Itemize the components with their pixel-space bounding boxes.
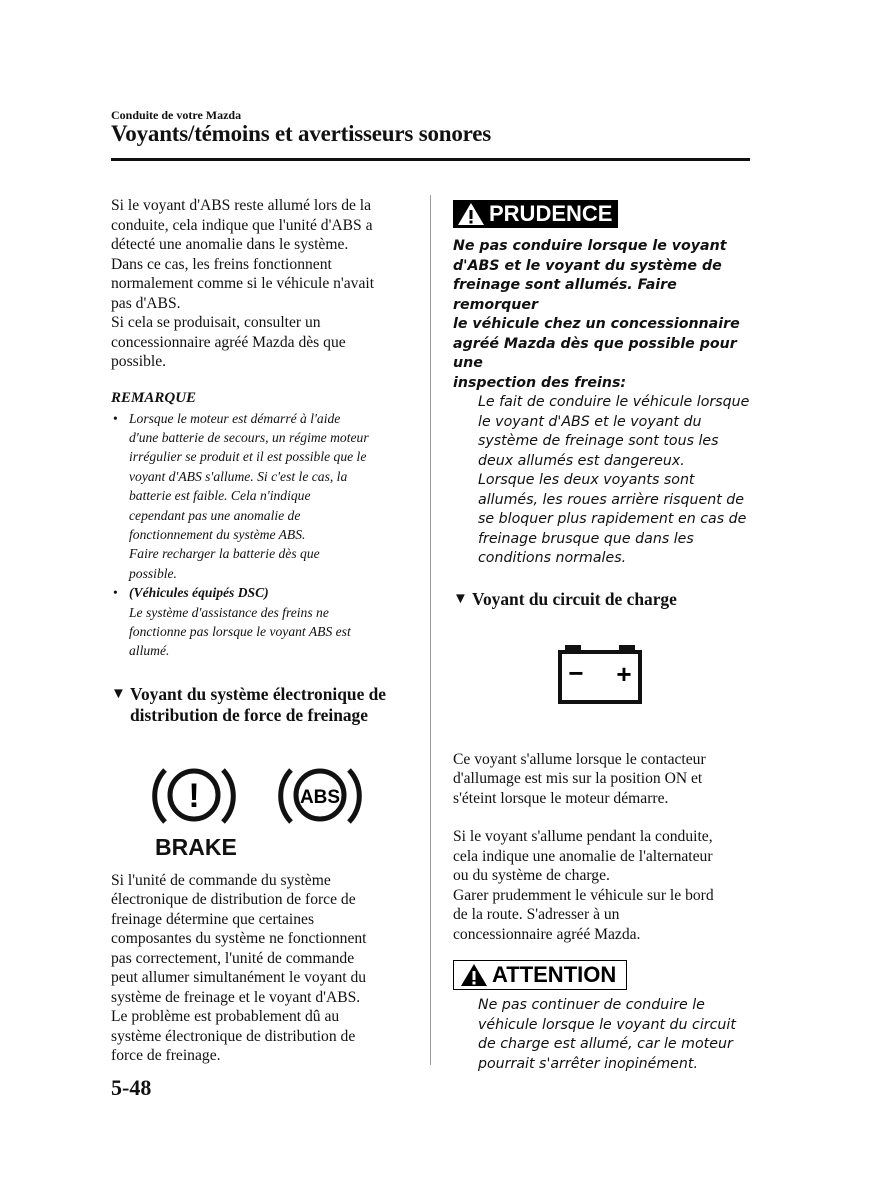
charge-paragraph-1: Ce voyant s'allume lorsque le contacteur d'allumage est mis sur la position ON et s'éteint lorsque le moteur démarre. [453, 750, 706, 807]
charge-paragraph-2: Si le voyant s'allume pendant la conduite, cela indique une anomalie de l'alternateur ou du système de charge. Garer prudemment le véhicule sur le bord de la route. S'adresser à un concessionnaire agréé Mazda. [453, 828, 714, 943]
prudence-label: PRUDENCE [489, 201, 613, 226]
attention-text: Ne pas continuer de conduire le véhicule lorsque le voyant du circuit de charge est allumé, car le moteur pourrait s'arrêter inopinément. [478, 997, 736, 1072]
brake-label: BRAKE [155, 833, 237, 860]
subhead-charge: ▼ Voyant du circuit de charge [453, 588, 677, 609]
remarque-notes [111, 409, 411, 661]
note-title: (Véhicules équipés DSC) [129, 585, 269, 601]
svg-text:−: − [568, 657, 584, 688]
subhead-ebd: ▼ Voyant du système électronique de distribution de force de freinage [111, 683, 387, 725]
prudence-text [453, 237, 753, 569]
svg-text:ABS: ABS [299, 786, 341, 808]
ebd-body-paragraph: Si l'unité de commande du système électronique de distribution de force de freinage détermine que certaines composantes du système ne fonctionnent pas correctement, l'unité de commande peut allumer simultanément le voyant du système de freinage et le voyant d'ABS. Le problème est probablement dû au système électronique de distribution de force de freinage. [111, 871, 367, 1065]
note-item: • (Véhicules équipés DSC) Le système d'assistance des freins ne fonctionne pas lorsque le voyant ABS est allumé. [113, 585, 351, 659]
warning-lights-row [111, 746, 411, 866]
triangle-down-icon: ▼ [453, 590, 468, 607]
left-column [111, 196, 411, 1066]
page-number: 5-48 [111, 1075, 152, 1100]
note-text: Lorsque le moteur est démarré à l'aide d'une batterie de secours, un régime moteur irrégulier se produit et il est possible que le voyant d'ABS s'allume. Si c'est le cas, la batterie est faible. Cela n'indique cependant pas une anomalie de fonctionnement du système ABS. Faire recharger la batterie dès que possible. [129, 410, 369, 581]
brake-warning-icon [151, 762, 237, 834]
warning-triangle-icon [460, 963, 488, 987]
note-text: Le système d'assistance des freins ne fonctionne pas lorsque le voyant ABS est allumé. [129, 604, 351, 659]
battery-light-area [453, 610, 753, 750]
prudence-lead: Ne pas conduire lorsque le voyant d'ABS et le voyant du système de freinage sont allumés. Faire remorquer le véhicule chez un concessionnaire agréé Mazda dès que possible pour une inspection des freins: [453, 238, 740, 391]
triangle-down-icon: ▼ [111, 685, 126, 702]
attention-label: ATTENTION [492, 962, 617, 987]
prudence-detail: Le fait de conduire le véhicule lorsque le voyant d'ABS et le voyant du système de freinage sont tous les deux allumés est dangereux. Lorsque les deux voyants sont allumés, les roues arrière risquent de se bloquer plus rapidement en cas de freinage brusque que dans les conditions normales. [478, 394, 750, 566]
note-item: • Lorsque le moteur est démarré à l'aide d'une batterie de secours, un régime moteur irrégulier se produit et il est possible que le voyant d'ABS s'allume. Si c'est le cas, la batterie est faible. Cela n'indique cependant pas une anomalie de fonctionnement du système ABS. Faire recharger la batterie dès que possible. [113, 410, 369, 581]
svg-text:+: + [616, 658, 632, 689]
prudence-badge [453, 200, 618, 228]
remarque-heading: REMARQUE [111, 389, 197, 406]
attention-badge [453, 960, 627, 990]
abs-warning-icon [277, 762, 363, 834]
section-label: Conduite de votre Mazda [111, 108, 242, 122]
abs-intro-paragraph: Si le voyant d'ABS reste allumé lors de la conduite, cela indique que l'unité d'ABS a détecté une anomalie dans le système. Dans ce cas, les freins fonctionnent normalement comme si le véhicule n'avait pas d'ABS. Si cela se produisait, consulter un concessionnaire agréé Mazda dès que possible. [111, 197, 375, 370]
title-rule [111, 158, 750, 161]
warning-triangle-icon [457, 202, 485, 226]
svg-text:!: ! [188, 776, 200, 815]
right-column [453, 200, 753, 1074]
page-title: Voyants/témoins et avertisseurs sonores [111, 121, 491, 146]
battery-icon [557, 644, 643, 706]
column-divider [430, 195, 431, 1065]
